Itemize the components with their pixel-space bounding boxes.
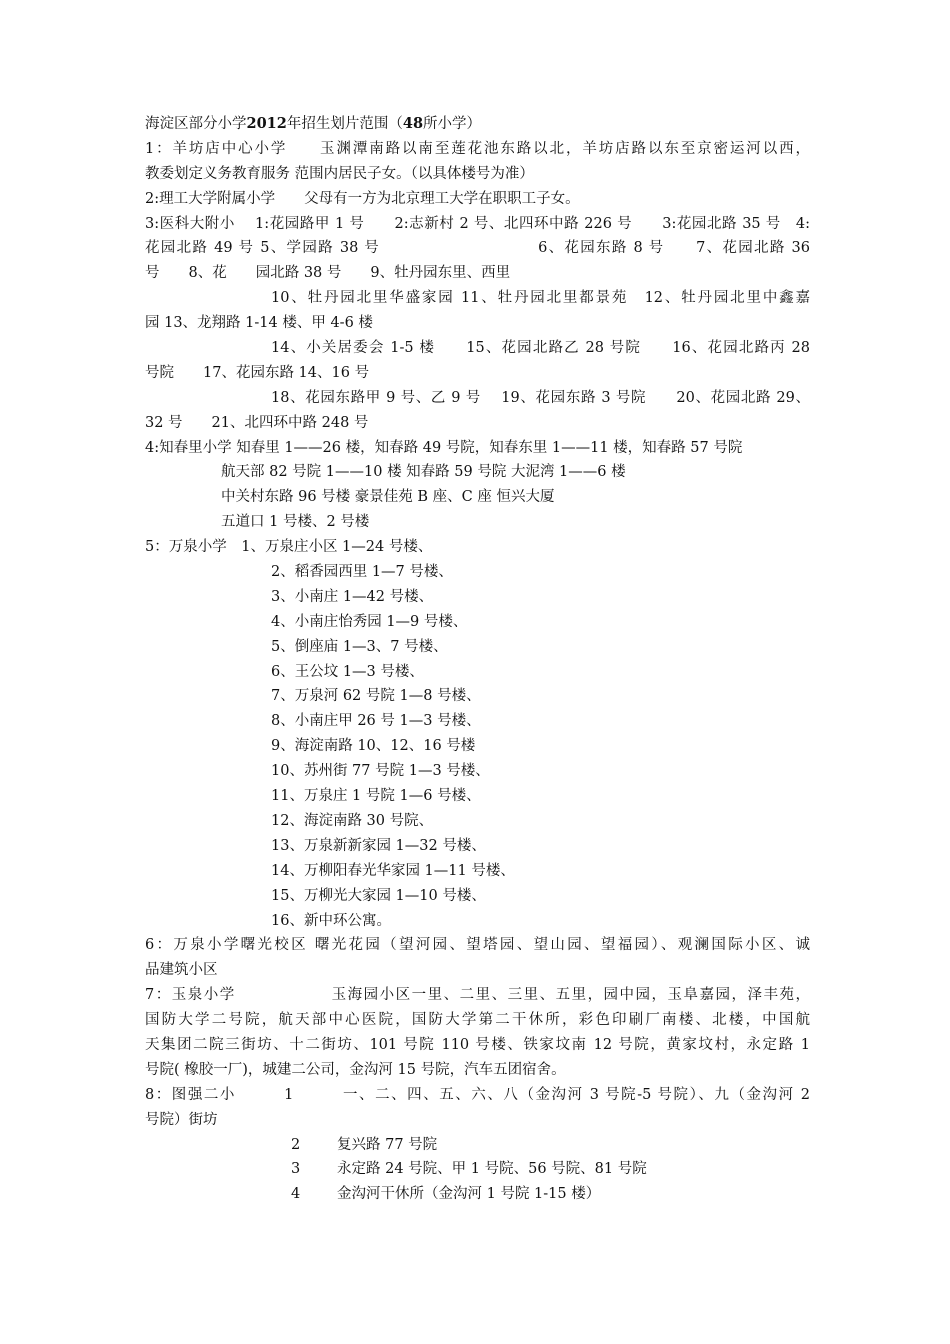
title-count: 48 <box>402 115 424 132</box>
list-item: 6、王公坟 1—3 号楼、 <box>271 663 424 680</box>
text-line: 国防大学二号院，航天部中心医院，国防大学第二干休所，彩色印刷厂南楼、北楼，中国航 <box>145 1012 810 1029</box>
text-line: 教委划定义务教育服务 范围内居民子女。（以具体楼号为准） <box>145 165 534 182</box>
text-line: 号院 17、花园东路 14、16 号 <box>145 364 370 381</box>
text-line: 6：万泉小学曙光校区 曙光花园（望河园、望塔园、望山园、望福园）、观澜国际小区、诚 <box>145 937 810 954</box>
text-line: 号院）街坊 <box>145 1111 218 1128</box>
text-line: 花园北路 49 号 5、学园路 38 号 6、花园东路 8 号 7、花园北路 36 <box>145 240 810 257</box>
list-item: 13、万泉新新家园 1—32 号楼、 <box>271 837 486 854</box>
text-line: 5：万泉小学 1、万泉庄小区 1—24 号楼、 <box>145 539 433 556</box>
item-text: 复兴路 77 号院 <box>337 1136 438 1153</box>
list-item <box>145 1133 810 1158</box>
list-item <box>145 1182 810 1207</box>
text-line: 航天部 82 号院 1——10 楼 知春路 59 号院 大泥湾 1——6 楼 <box>221 464 626 481</box>
item-number: 4 <box>291 1186 301 1203</box>
text-line: 10、牡丹园北里华盛家园 11、牡丹园北里都景苑 12、牡丹园北里中鑫嘉 <box>271 290 810 307</box>
text-line: 五道口 1 号楼、2 号楼 <box>221 514 370 531</box>
text-line: 4:知春里小学 知春里 1——26 楼，知春路 49 号院，知春东里 1——11 楼，知春路 57 号院 <box>145 439 743 456</box>
title-text: 所小学） <box>423 116 482 132</box>
list-item: 2、稻香园西里 1—7 号楼、 <box>271 564 453 581</box>
document-page <box>145 112 810 1207</box>
list-item: 10、苏州街 77 号院 1—3 号楼、 <box>271 763 490 780</box>
item-number: 2 <box>291 1136 301 1153</box>
list-item: 15、万柳光大家园 1—10 号楼、 <box>271 887 486 904</box>
item-text: 金沟河干休所（金沟河 1 号院 1-15 楼） <box>337 1186 601 1203</box>
title-text: 海淀区部分小学 <box>145 116 247 132</box>
list-item: 12、海淀南路 30 号院、 <box>271 812 434 829</box>
text-line: 园 13、龙翔路 1-14 楼、甲 4-6 楼 <box>145 315 373 332</box>
text-line: 中关村东路 96 号楼 豪景佳苑 B 座、C 座 恒兴大厦 <box>221 489 555 506</box>
item-number: 3 <box>291 1161 301 1178</box>
document-title <box>145 112 810 137</box>
title-year: 2012 <box>246 115 287 132</box>
text-line: 8：图强二小 1 一、二、四、五、六、八（金沟河 3 号院-5 号院）、九（金沟河 2 <box>145 1086 810 1103</box>
list-item: 14、万柳阳春光华家园 1—11 号楼、 <box>271 862 515 879</box>
text-line: 18、花园东路甲 9 号、乙 9 号 19、花园东路 3 号院 20、花园北路 29、 <box>271 389 810 406</box>
text-line: 32 号 21、北四环中路 248 号 <box>145 414 369 431</box>
title-text: 年招生划片范围（ <box>286 116 403 132</box>
list-item: 16、新中环公寓。 <box>271 912 391 929</box>
list-item: 5、倒座庙 1—3、7 号楼、 <box>271 638 448 655</box>
text-line: 天集团二院三街坊、十二街坊、101 号院 110 号楼、铁家坟南 12 号院，黄家坟村，永定路 1 <box>145 1036 810 1053</box>
text-line: 14、小关居委会 1-5 楼 15、花园北路乙 28 号院 16、花园北路丙 28 <box>271 340 810 357</box>
list-item <box>145 1157 810 1182</box>
text-line: 1：羊坊店中心小学 玉渊潭南路以南至莲花池东路以北，羊坊店路以东至京密运河以西， <box>145 140 810 157</box>
list-item: 8、小南庄甲 26 号 1—3 号楼、 <box>271 713 481 730</box>
list-item: 9、海淀南路 10、12、16 号楼 <box>271 738 476 755</box>
text-line: 2:理工大学附属小学 父母有一方为北京理工大学在职职工子女。 <box>145 190 580 207</box>
list-item: 7、万泉河 62 号院 1—8 号楼、 <box>271 688 481 705</box>
text-line: 号院( 橡胶一厂)，城建二公司，金沟河 15 号院，汽车五团宿舍。 <box>145 1061 566 1078</box>
list-item: 4、小南庄怡秀园 1—9 号楼、 <box>271 613 468 630</box>
item-text: 永定路 24 号院、甲 1 号院、56 号院、81 号院 <box>337 1161 647 1178</box>
text-line: 3:医科大附小 1:花园路甲 1 号 2:志新村 2 号、北四环中路 226 号 3:花园北路 35 号 4: <box>145 215 810 232</box>
text-line: 7：玉泉小学 玉海园小区一里、二里、三里、五里，园中园，玉阜嘉园，泽丰苑， <box>145 987 810 1004</box>
text-line: 品建筑小区 <box>145 962 218 979</box>
list-item: 3、小南庄 1—42 号楼、 <box>271 588 434 605</box>
list-item: 11、万泉庄 1 号院 1—6 号楼、 <box>271 788 481 805</box>
text-line: 号 8、花 园北路 38 号 9、牡丹园东里、西里 <box>145 265 511 282</box>
